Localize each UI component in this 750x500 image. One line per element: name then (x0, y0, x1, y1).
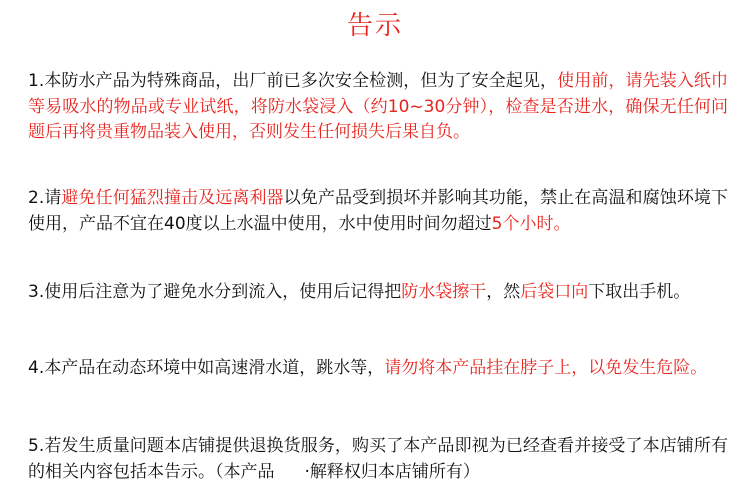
notice-item-3-text-mid: ，然 (486, 282, 521, 302)
notice-item-2-text: 以免产品受到损坏并影响其功能，禁止在高温和腐蚀环境下使用，产品不宜在40度以上水温中使用，水中使用时间勿超过 (28, 188, 729, 234)
notice-item-5-disclaimer: ·解释权归本店铺所有） (304, 461, 480, 482)
notice-item-4-warning: 请勿将本产品挂在脖子上，以免发生危险。 (384, 358, 708, 378)
notice-item-2-warning: 避免任何猛烈撞击及远离利器 (61, 188, 284, 208)
notice-item-1 (28, 69, 728, 146)
notice-item-4-text: 4.本产品在动态环境中如高速滑水道，跳水等， (28, 358, 385, 378)
notice-item-5-text: 5.若发生质量问题本店铺提供退换货服务，购买了本产品即视为已经查看并接受了本店铺所有的相关内容包括本告示。（本产品 (28, 436, 728, 482)
notice-item-1-text: 1.本防水产品为特殊商品，出厂前已多次安全检测，但为了安全起见， (28, 71, 558, 91)
notice-title: 告示 (346, 11, 403, 41)
notice-item-3-highlight-dry: 防水袋擦干 (401, 282, 487, 302)
notice-item-3 (28, 280, 728, 306)
notice-item-3-text: 3.使用后注意为了避免水分到流入，使用后记得把 (28, 282, 402, 302)
notice-item-1-warning: 使用前，请先装入纸巾等易吸水的物品或专业试纸，将防水袋浸入（约10~30分钟），检查是否进水，确保无任何问题后再将贵重物品装入使用，否则发生任何损失后果自负。 (28, 71, 729, 142)
notice-item-2-text-start: 2.请 (28, 188, 62, 208)
notice-item-3-text-end: 下取出手机。 (588, 282, 691, 302)
notice-item-5 (28, 434, 728, 485)
notice-item-3-highlight-opening: 后袋口向 (520, 282, 589, 302)
notice-item-2 (28, 186, 728, 237)
notice-item-2-time-limit: 5个小时。 (491, 213, 571, 234)
notice-item-4 (28, 356, 728, 382)
